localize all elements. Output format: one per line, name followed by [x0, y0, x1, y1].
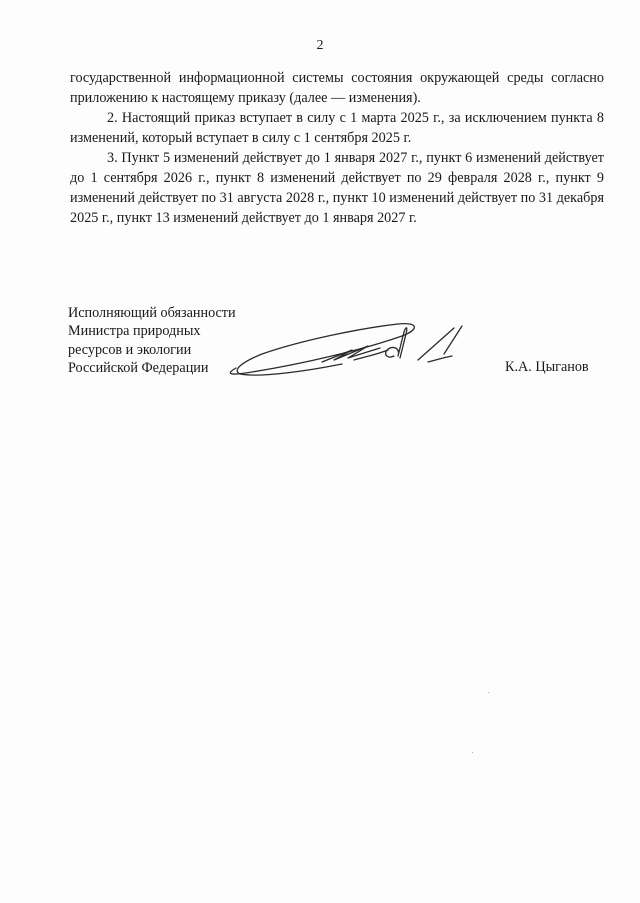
- position-line: ресурсов и экологии: [68, 341, 192, 358]
- paragraph-continuation: государственной информационной системы состояния окружающей среды согласно приложению к настоящему приказу (далее — изменения).: [70, 70, 604, 106]
- position-line: Исполняющий обязанности: [68, 305, 236, 321]
- signatory-position: [68, 304, 236, 378]
- paragraph-item-2: 2. Настоящий приказ вступает в силу с 1 марта 2025 г., за исключением пункта 8 изменений, который вступает в силу с 1 сентября 2025 г.: [70, 110, 604, 146]
- scan-speck: [488, 692, 489, 693]
- document-body: [70, 68, 604, 228]
- paragraph-item-3: 3. Пункт 5 изменений действует до 1 января 2027 г., пункт 6 изменений действует до 1 сентября 2026 г., пункт 8 изменений действует по 29 февраля 2028 г., пункт 9 изменений действует по 31 августа 2028 г., пункт 10 изменений действует по 31 декабря 2025 г., пункт 13 изменений действует до 1 января 2027 г.: [70, 150, 604, 226]
- page-number: 2: [316, 38, 324, 53]
- position-line: Министра природных: [68, 323, 201, 340]
- handwritten-signature: [222, 316, 482, 382]
- scan-speck: [472, 752, 473, 753]
- signer-name: К.А. Цыганов: [505, 359, 589, 375]
- position-line: Российской Федерации: [68, 360, 209, 377]
